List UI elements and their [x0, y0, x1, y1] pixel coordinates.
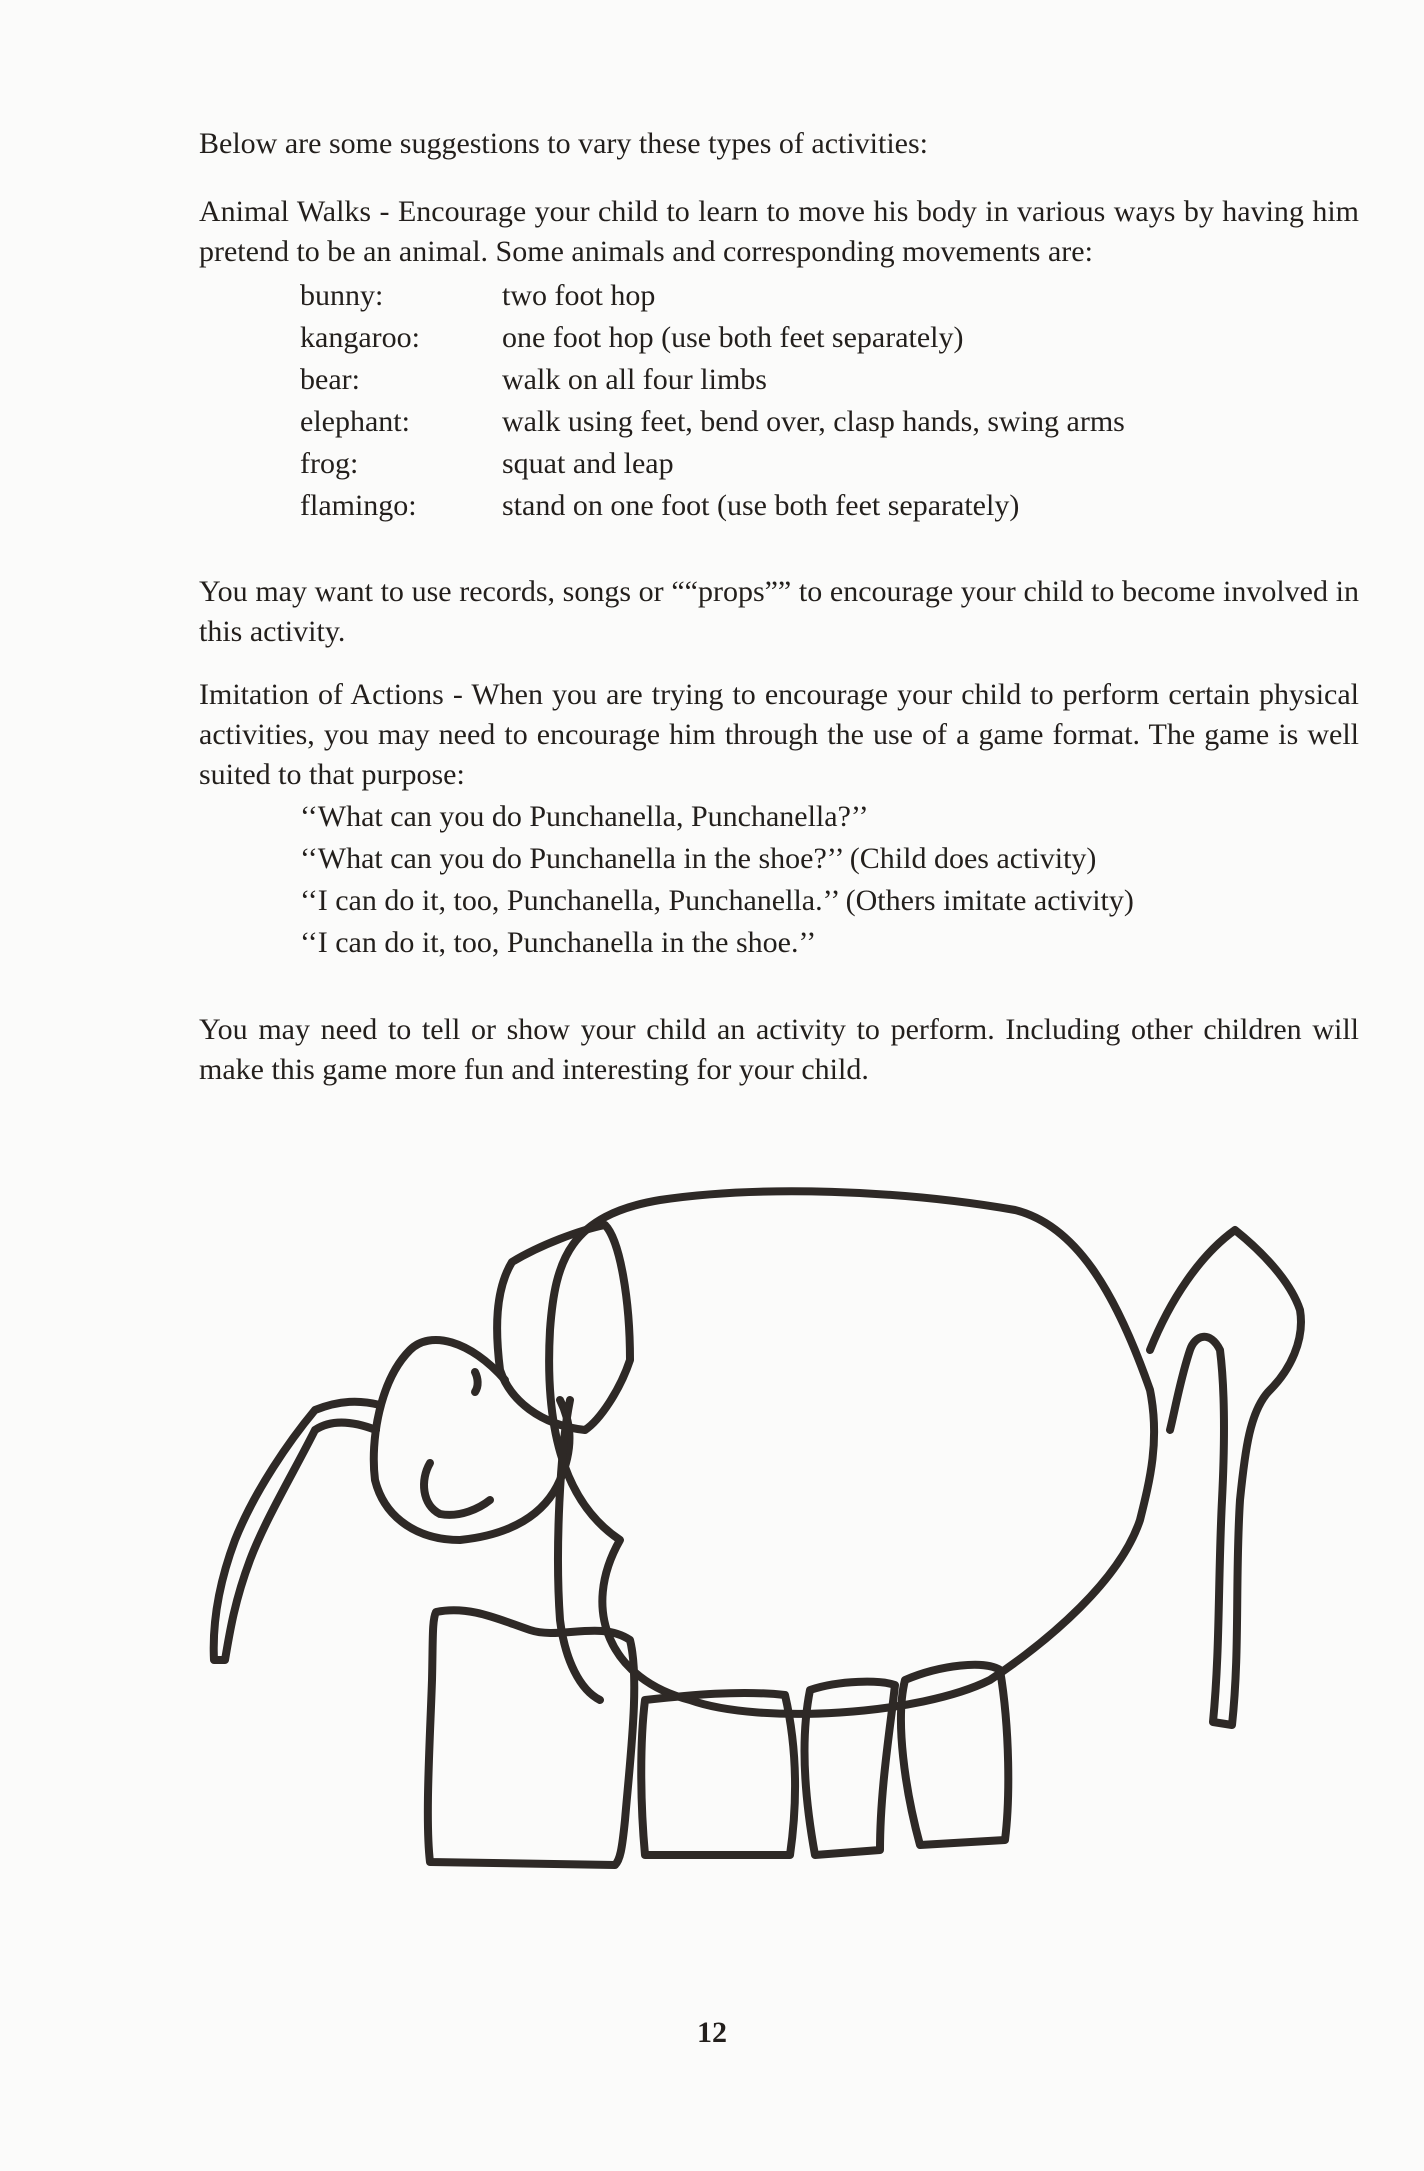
elephant-eye: [475, 1372, 478, 1392]
chant-line: ‘‘What can you do Punchanella, Punchanella?’’: [300, 800, 869, 833]
animal-walks-paragraph: Animal Walks - Encourage your child to learn to move his body in various ways by having him pretend to be an animal. Some animals and corresponding movements are:: [199, 195, 1359, 268]
animal-name: frog:: [300, 447, 359, 480]
chant-line: ‘‘I can do it, too, Punchanella, Punchanella.’’ (Others imitate activity): [300, 884, 1134, 917]
animal-name: kangaroo:: [300, 321, 420, 354]
animal-name: elephant:: [300, 405, 410, 438]
animal-movement: stand on one foot (use both feet separately): [502, 489, 1020, 522]
elephant-mouth: [424, 1463, 490, 1515]
chant-line: ‘‘I can do it, too, Punchanella in the shoe.’’: [300, 926, 817, 959]
elephant-body: [549, 1191, 1154, 1714]
animal-movement: one foot hop (use both feet separately): [502, 321, 964, 354]
animal-movement: squat and leap: [502, 447, 674, 480]
animal-movement: walk on all four limbs: [502, 363, 767, 396]
intro-text: Below are some suggestions to vary these types of activities:: [199, 127, 929, 160]
elephant-leg: [428, 1610, 634, 1865]
records-note-paragraph: You may want to use records, songs or ““props”” to encourage your child to become involved in this activity.: [199, 575, 1359, 648]
animal-movement: walk using feet, bend over, clasp hands, swing arms: [502, 405, 1125, 438]
elephant-tail: [1150, 1230, 1301, 1725]
animal-movement: two foot hop: [502, 279, 656, 312]
imitation-paragraph: Imitation of Actions - When you are trying to encourage your child to perform certain physical activities, you may need to encourage him through the use of a game format. The game is well suited to that purpose:: [199, 678, 1359, 791]
animal-name: flamingo:: [300, 489, 417, 522]
page-number: 12: [697, 2016, 727, 2049]
animal-name: bear:: [300, 363, 360, 396]
animal-name: bunny:: [300, 279, 384, 312]
closing-paragraph: You may need to tell or show your child an activity to perform. Including other children will make this game more fun and interesting for your child.: [199, 1013, 1359, 1086]
elephant-trunk: [214, 1402, 380, 1660]
chant-line: ‘‘What can you do Punchanella in the shoe?’’ (Child does activity): [300, 842, 1097, 875]
